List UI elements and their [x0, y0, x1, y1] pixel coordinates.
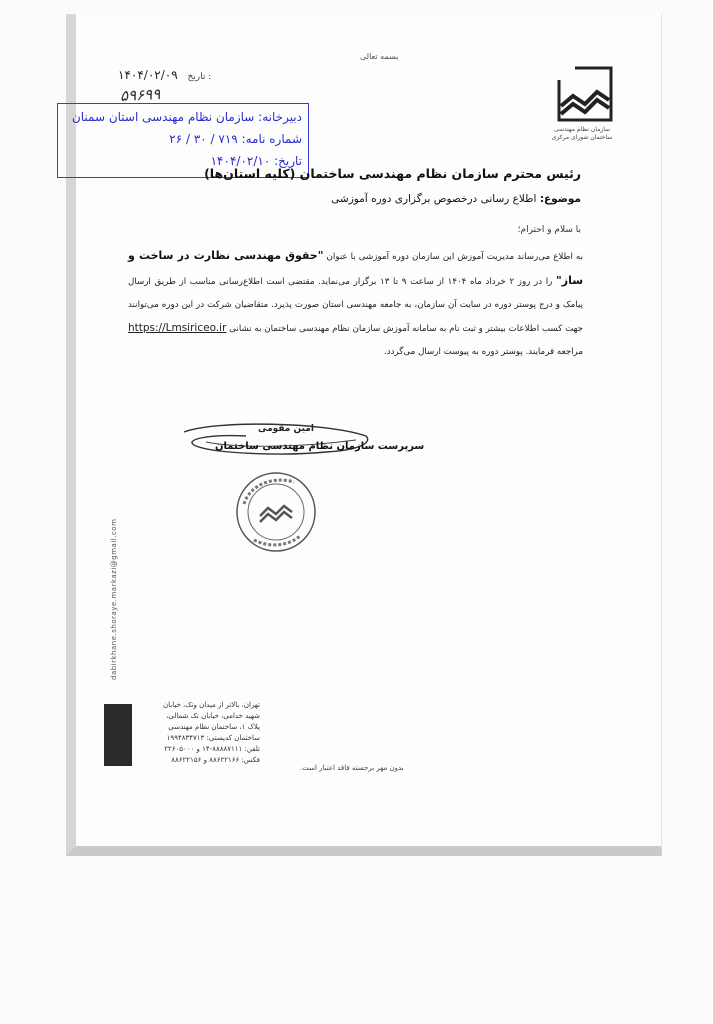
logo-caption: سازمان نظام مهندسی ساختمان شورای مرکزی: [551, 126, 613, 141]
validity-footnote: بدون مهر برجسته فاقد اعتبار است.: [300, 764, 404, 772]
letter-body: [128, 244, 583, 364]
footer-qr-code: [104, 704, 132, 766]
invocation-text: بسمه تعالی: [360, 52, 399, 61]
address-line: تهران، بالاتر از میدان ونک، خیابان: [163, 701, 260, 709]
footer-address: [150, 700, 260, 766]
registry-letter-number: شماره نامه: ۷۱۹ / ۳۰ / ۲۶: [169, 132, 302, 146]
address-line: پلاک ۱، ساختمان نظام مهندسی: [168, 723, 260, 731]
body-main: را در روز ۲ خرداد ماه ۱۴۰۴ از ساعت ۹ تا ۱۳ برگزار می‌نماید. مقتضی است اطلاع‌رسانی مناسب از طریق ارسال پیامک و درج پوستر دوره در سایت آن سازمان، به جامعه مهندسی استان صورت پذیرد. متقاضیان شرکت در این دوره می‌توانند جهت کسب اطلاعات بیشتر و ثبت نام به سامانه آموزش سازمان نظام مهندسی ساختمان به نشانی: [128, 277, 583, 334]
addressee: رئیس محترم سازمان نظام مهندسی ساختمان (کلیه استان‌ها): [204, 166, 581, 181]
handwritten-date-value: ۱۴۰۴/۰۲/۰۹: [118, 68, 178, 82]
handwritten-number: ۵۹۶۹۹: [119, 84, 161, 106]
salutation: با سلام و احترام؛: [517, 225, 581, 235]
address-line: فکس: ۸۸۶۲۲۱۶۶ و ۸۸۶۲۲۱۵۶: [171, 756, 260, 764]
lms-link[interactable]: https://Lmsiriceo.ir: [128, 322, 227, 334]
course-title: "حقوق مهندسی نظارت در ساخت و ساز": [128, 249, 584, 287]
body-intro: به اطلاع می‌رساند مدیریت آموزش این سازمان دوره آموزشی با عنوان: [326, 252, 584, 262]
footer-email: dabirkhane.shoraye.markazi@gmail.com: [110, 518, 118, 680]
registry-secretariat: دبیرخانه: سازمان نظام مهندسی استان سمنان: [71, 110, 302, 124]
body-end: مراجعه فرمایند. پوستر دوره به پیوست ارسال می‌گردد.: [383, 347, 583, 357]
signatory-name: امین مقومی: [258, 424, 314, 434]
address-line: تلفن: ۸۸۸۸۷۱۱۱-۱۴ و ۲۲۶۰۵۰۰۰: [164, 745, 260, 753]
subject-line: [331, 193, 581, 205]
address-line: شهید خدامی، خیابان نک شمالی،: [166, 712, 260, 720]
registry-date: تاریخ: ۱۴۰۴/۰۲/۱۰: [210, 154, 302, 168]
date-label: تاریخ :: [187, 72, 212, 82]
engineering-organization-logo: [555, 66, 615, 126]
handwritten-date: [118, 68, 211, 82]
subject-text: اطلاع رسانی درخصوص برگزاری دوره آموزشی: [331, 193, 537, 205]
subject-label: موضوع:: [539, 193, 581, 205]
address-line: ساختمان کدپستی: ۱۹۹۴۸۳۴۷۱۳: [166, 734, 260, 742]
signatory-title: سرپرست سازمان نظام مهندسی ساختمان: [215, 441, 425, 452]
round-seal-stamp: [234, 470, 318, 554]
